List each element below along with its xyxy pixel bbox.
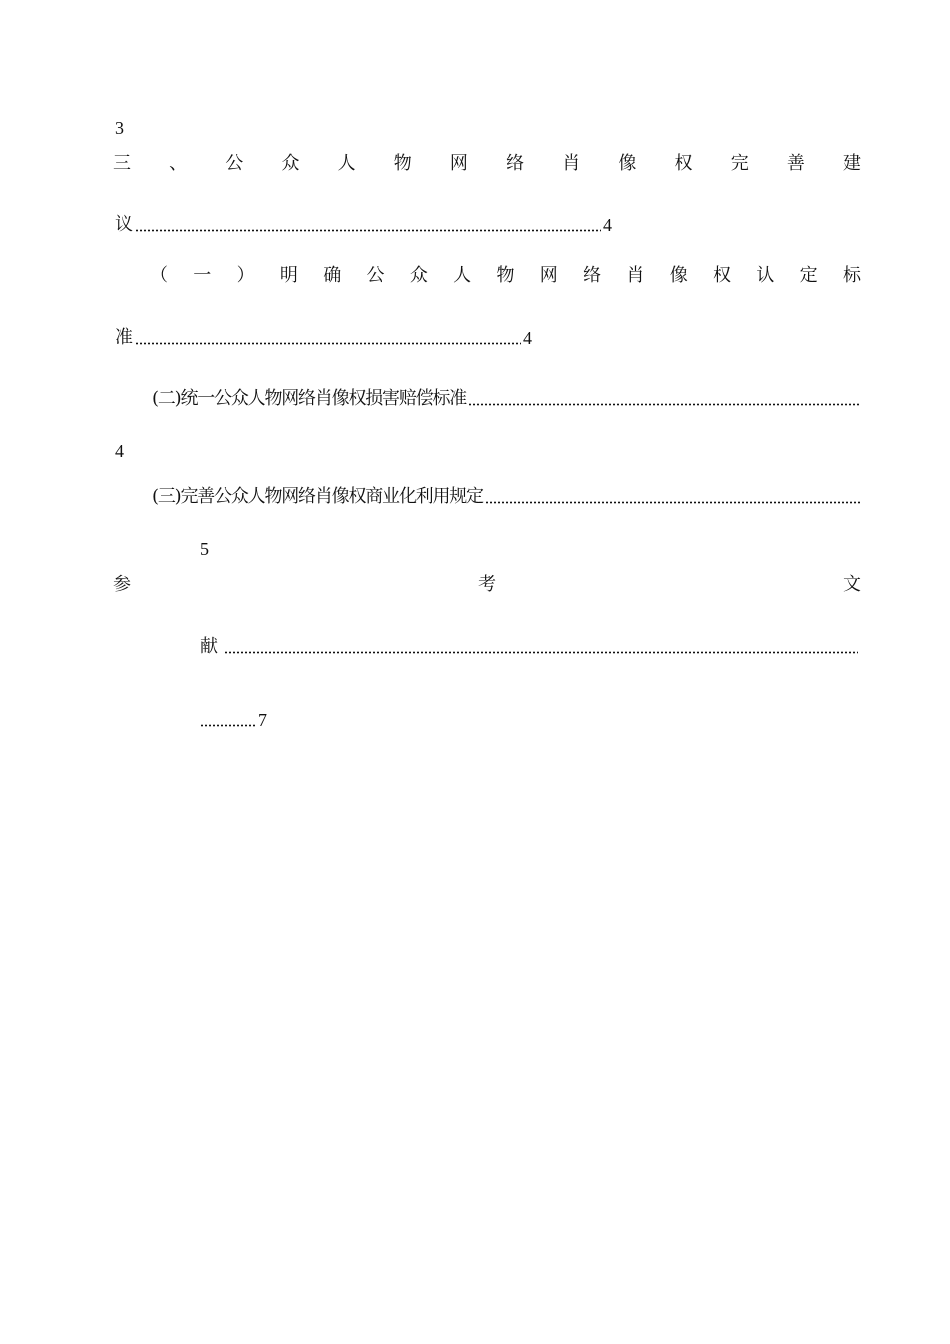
- dot-leader: [485, 501, 861, 504]
- dot-leader: [135, 229, 601, 232]
- toc-references-title[interactable]: 参考文: [113, 574, 861, 595]
- dot-leader: [200, 724, 256, 727]
- toc-page-number: 5: [200, 539, 209, 559]
- toc-page-number: 7: [258, 710, 267, 730]
- dot-leader: [224, 651, 858, 654]
- toc-page-number: 4: [115, 441, 124, 461]
- toc-references-entry[interactable]: [200, 635, 860, 659]
- dot-leader: [135, 342, 521, 345]
- toc-page-number: 3: [115, 118, 124, 138]
- toc-subsection-1-title[interactable]: （一）明确公众人物网络肖像权认定标: [150, 265, 861, 286]
- toc-section-3-title-end: 议: [115, 214, 133, 235]
- toc-subsection-2-entry[interactable]: [152, 387, 863, 411]
- toc-section-3-title[interactable]: 三、公众人物网络肖像权完善建: [113, 153, 861, 174]
- toc-section-3-entry[interactable]: [115, 213, 612, 237]
- toc-page-number: 4: [603, 215, 612, 235]
- toc-subsection-2-title: (二)统一公众人物网络肖像权损害赔偿标准: [152, 388, 467, 409]
- toc-references-page-line: [200, 708, 267, 732]
- toc-subsection-3-entry[interactable]: [152, 485, 863, 509]
- toc-page-number: 4: [523, 328, 532, 348]
- dot-leader: [468, 403, 861, 406]
- toc-references-title-end: 献: [200, 636, 218, 657]
- toc-subsection-1-entry[interactable]: [115, 326, 532, 350]
- toc-subsection-1-title-end: 准: [115, 327, 133, 348]
- toc-subsection-3-title: (三)完善公众人物网络肖像权商业化利用规定: [152, 486, 483, 507]
